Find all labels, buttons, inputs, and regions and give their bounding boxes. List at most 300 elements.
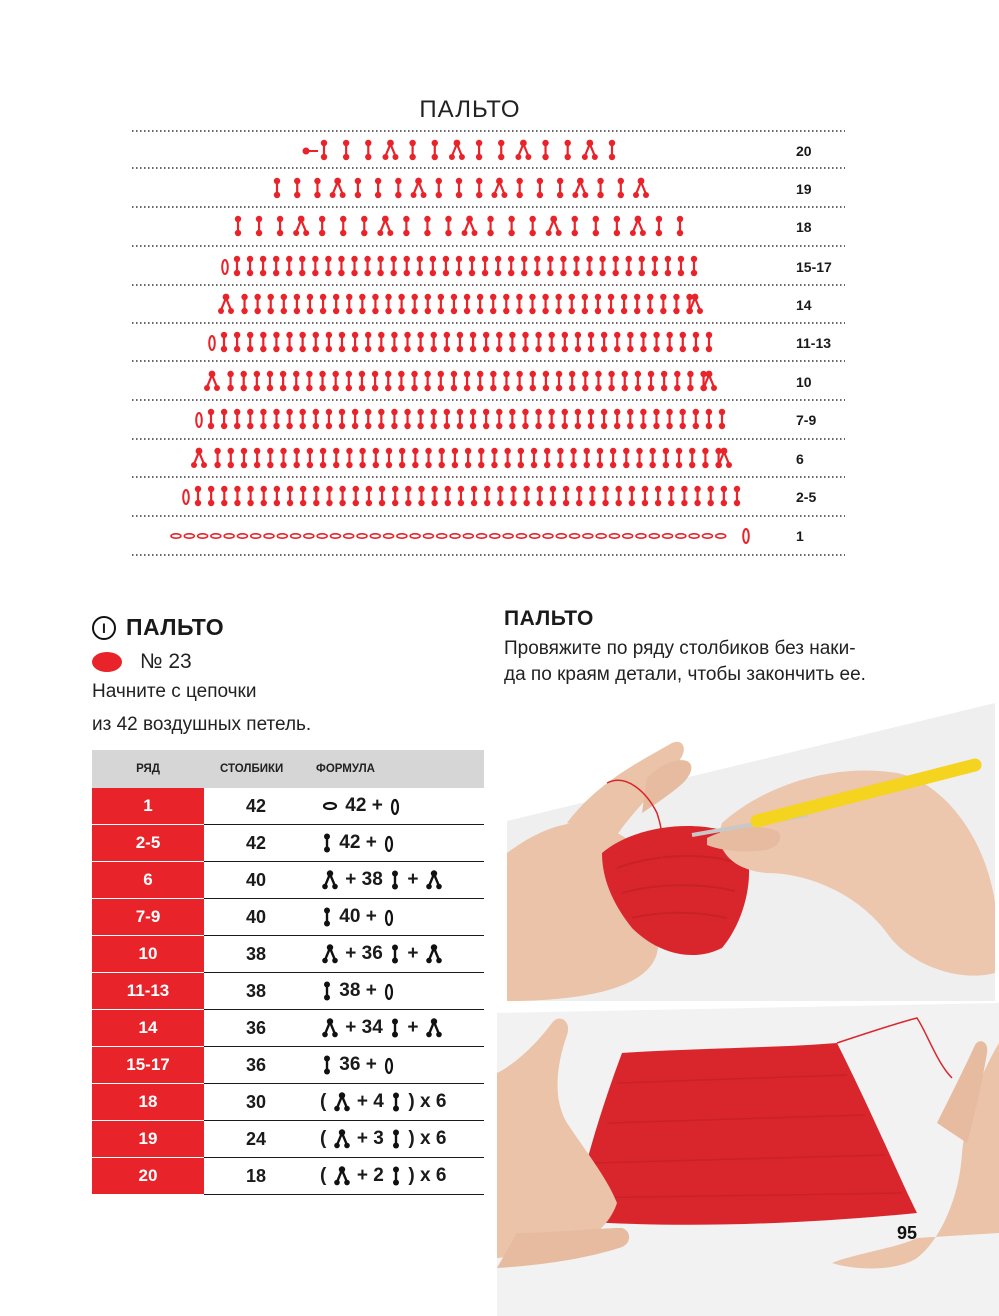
sc-head [529, 216, 535, 222]
diagram-row [204, 371, 717, 392]
sc-head [417, 409, 423, 415]
sc-head [510, 486, 516, 492]
yarn-color-swatch [92, 652, 122, 672]
dec-foot [411, 192, 417, 198]
sc-foot [256, 230, 262, 236]
sc-foot [557, 192, 563, 198]
sc-foot [689, 462, 695, 468]
sc-foot [286, 270, 292, 276]
dec-foot [214, 385, 220, 391]
sc-foot [319, 230, 325, 236]
sc-head [294, 294, 300, 300]
dec-symbol-icon [322, 1018, 338, 1038]
sc-foot [609, 154, 615, 160]
sc-foot [549, 346, 555, 352]
formula-text: + 4 [351, 1091, 390, 1112]
sc-head [621, 294, 627, 300]
sc-head [195, 486, 201, 492]
row-number-cell: 11-13 [92, 973, 204, 1010]
sc-head [352, 332, 358, 338]
sc-head [208, 486, 214, 492]
sc-head [451, 371, 457, 377]
sc-head [273, 256, 279, 262]
dec-foot [462, 230, 468, 236]
sc-foot [706, 423, 712, 429]
sc-foot [523, 500, 529, 506]
dec-foot [633, 192, 639, 198]
sc-foot [395, 192, 401, 198]
sc-foot [477, 385, 483, 391]
sc-head [543, 371, 549, 377]
sc-head [557, 448, 563, 454]
dec-symbol-icon [322, 944, 338, 964]
sc-foot [385, 308, 391, 314]
sc-head [458, 486, 464, 492]
sc-foot [627, 423, 633, 429]
sc-foot [693, 346, 699, 352]
sc-head [312, 256, 318, 262]
sc-foot [359, 385, 365, 391]
sc-head [404, 332, 410, 338]
sc-foot [417, 423, 423, 429]
sc-foot [626, 270, 632, 276]
chain-stitch [543, 534, 553, 538]
sc-head [584, 448, 590, 454]
sc-foot [676, 462, 682, 468]
sc-foot [299, 270, 305, 276]
sc-foot [691, 270, 697, 276]
photo-crocheting-edge [507, 703, 995, 1001]
crochet-diagram [0, 0, 999, 570]
sc-foot [608, 385, 614, 391]
sc-head [456, 256, 462, 262]
sc-foot [608, 308, 614, 314]
sc-head [326, 486, 332, 492]
chain-stitch [663, 534, 673, 538]
sc-foot [314, 192, 320, 198]
sc-foot [504, 462, 510, 468]
sc-head [254, 294, 260, 300]
sc-foot [673, 308, 679, 314]
sc-foot [361, 230, 367, 236]
sc-foot [417, 346, 423, 352]
sc-foot [319, 385, 325, 391]
dec-foot [459, 154, 465, 160]
diagram-row-label: 20 [796, 143, 812, 159]
sc-head [676, 448, 682, 454]
sc-head [378, 332, 384, 338]
sc-head [663, 448, 669, 454]
table-row [92, 825, 484, 862]
sc-foot [307, 462, 313, 468]
sc-head [482, 256, 488, 262]
sc-foot [708, 500, 714, 506]
sc-head [661, 371, 667, 377]
formula-text: ( [320, 1128, 332, 1149]
sc-foot [495, 270, 501, 276]
dec-foot [340, 192, 346, 198]
sc-foot [247, 270, 253, 276]
sc-foot [491, 462, 497, 468]
sc-head [569, 371, 575, 377]
sc-head [595, 294, 601, 300]
row-number-cell: 19 [92, 1121, 204, 1158]
sc-head [490, 371, 496, 377]
sc-foot [267, 462, 273, 468]
sc-head [627, 332, 633, 338]
sc-head [518, 448, 524, 454]
instruction-line-2: да по краям детали, чтобы закончить ее. [504, 664, 866, 685]
sc-head [307, 448, 313, 454]
sc-foot [431, 423, 437, 429]
diagram-row-label: 7-9 [796, 412, 817, 428]
sc-head [608, 294, 614, 300]
sc-foot [273, 423, 279, 429]
sc-head [531, 448, 537, 454]
sc-foot [478, 462, 484, 468]
dec-foot [572, 192, 578, 198]
sc-foot [228, 462, 234, 468]
sc-foot [562, 423, 568, 429]
formula-text: + 36 [340, 943, 389, 964]
chain-stitch [198, 534, 208, 538]
diagram-row [196, 409, 725, 429]
row-number-cell: 10 [92, 936, 204, 973]
sc-foot [457, 346, 463, 352]
sc-foot [476, 192, 482, 198]
sc-head [326, 332, 332, 338]
sc-foot [457, 423, 463, 429]
sc-foot [234, 423, 240, 429]
sc-foot [503, 308, 509, 314]
sc-symbol-icon [322, 1055, 332, 1075]
sc-foot [352, 423, 358, 429]
sc-head [573, 256, 579, 262]
dec-symbol-icon [334, 1129, 350, 1149]
sc-foot [471, 500, 477, 506]
sc-head [642, 486, 648, 492]
dec-foot [697, 308, 703, 314]
sc-foot [602, 500, 608, 506]
sc-head [247, 409, 253, 415]
sc-head [614, 332, 620, 338]
formula-cell [308, 1158, 484, 1195]
sc-head [602, 486, 608, 492]
sc-foot [351, 270, 357, 276]
sc-foot [679, 423, 685, 429]
chain-stitch [304, 534, 314, 538]
sc-foot [582, 385, 588, 391]
sc-head [508, 216, 514, 222]
sc-head [300, 409, 306, 415]
sc-head [652, 256, 658, 262]
sc-head [521, 256, 527, 262]
sc-head [438, 294, 444, 300]
pattern-table [92, 750, 484, 1195]
sc-foot [627, 346, 633, 352]
header-row: РЯД [92, 750, 204, 788]
sc-foot [503, 385, 509, 391]
sc-foot [377, 270, 383, 276]
dec-foot [491, 192, 497, 198]
chain-stitch [702, 534, 712, 538]
sc-foot [365, 346, 371, 352]
sc-head [432, 140, 438, 146]
dec-foot [218, 308, 224, 314]
dec-foot [630, 230, 636, 236]
sc-foot [509, 423, 515, 429]
sc-head [635, 371, 641, 377]
sc-head [365, 332, 371, 338]
sc-head [665, 256, 671, 262]
sc-foot [320, 308, 326, 314]
sc-foot [655, 500, 661, 506]
chain-stitch [357, 534, 367, 538]
chain-stitch [609, 534, 619, 538]
chain-stitch [516, 534, 526, 538]
sc-foot [496, 423, 502, 429]
sc-symbol-icon [322, 907, 332, 927]
sc-head [247, 332, 253, 338]
sc-head [548, 409, 554, 415]
sc-foot [385, 385, 391, 391]
sc-foot [417, 270, 423, 276]
sc-foot [294, 192, 300, 198]
sc-head [391, 409, 397, 415]
diagram-row [171, 529, 749, 543]
sc-head [417, 256, 423, 262]
sc-head [535, 409, 541, 415]
chain-stitch [384, 534, 394, 538]
sc-foot [498, 154, 504, 160]
sc-foot [476, 154, 482, 160]
sc-head [575, 332, 581, 338]
sc-head [325, 256, 331, 262]
sc-head [623, 448, 629, 454]
sc-foot [584, 462, 590, 468]
sc-foot [547, 270, 553, 276]
sc-foot [674, 385, 680, 391]
diagram-row-label: 11-13 [796, 335, 832, 351]
sc-head [418, 486, 424, 492]
row-number-cell: 6 [92, 862, 204, 899]
sc-foot [516, 385, 522, 391]
chain-stitch [623, 534, 633, 538]
sc-head [456, 178, 462, 184]
sc-head [234, 332, 240, 338]
sc-head [340, 216, 346, 222]
sc-foot [268, 308, 274, 314]
formula-text: + [402, 943, 424, 964]
sc-head [385, 294, 391, 300]
sc-foot [280, 385, 286, 391]
sc-foot [477, 308, 483, 314]
sc-foot [326, 346, 332, 352]
sc-foot [483, 346, 489, 352]
sc-foot [274, 500, 280, 506]
sc-foot [484, 500, 490, 506]
sc-head [557, 178, 563, 184]
sc-head [721, 486, 727, 492]
sc-foot [378, 346, 384, 352]
sc-foot [496, 346, 502, 352]
formula-cell [308, 973, 484, 1010]
sc-head [411, 371, 417, 377]
sc-head [476, 140, 482, 146]
chain-stitch [477, 534, 487, 538]
diagram-row [222, 256, 697, 276]
diagram-row-label: 10 [796, 374, 812, 390]
sc-head [313, 486, 319, 492]
sc-foot [346, 385, 352, 391]
sc-head [431, 486, 437, 492]
sc-foot [668, 500, 674, 506]
sc-head [614, 409, 620, 415]
sc-head [234, 409, 240, 415]
dec-foot [228, 308, 234, 314]
sc-head [451, 294, 457, 300]
sc-head [326, 409, 332, 415]
sc-foot [398, 308, 404, 314]
sc-head [673, 294, 679, 300]
formula-text: 40 + [334, 906, 383, 927]
sc-foot [550, 500, 556, 506]
sc-foot [597, 462, 603, 468]
diagram-row [183, 486, 740, 506]
sc-head [694, 486, 700, 492]
dec-foot [582, 192, 588, 198]
dec-symbol-icon [426, 870, 442, 890]
dec-foot [687, 308, 693, 314]
stitch-count-cell: 36 [204, 1010, 308, 1047]
sc-head [431, 409, 437, 415]
table-row [92, 1121, 484, 1158]
sc-foot [346, 462, 352, 468]
sc-foot [456, 192, 462, 198]
sc-head [522, 332, 528, 338]
chain-stitch [370, 534, 380, 538]
sc-foot [452, 462, 458, 468]
sc-head [452, 448, 458, 454]
chain-stitch [344, 534, 354, 538]
photo-finished-piece [497, 1003, 999, 1316]
sc-symbol-icon [390, 944, 400, 964]
sc-foot [359, 462, 365, 468]
sc-foot [522, 346, 528, 352]
sc-head [280, 371, 286, 377]
sc-foot [432, 154, 438, 160]
sc-head [386, 448, 392, 454]
sc-head [351, 256, 357, 262]
sc-head [547, 256, 553, 262]
sc-foot [530, 385, 536, 391]
sc-foot [365, 154, 371, 160]
dec-foot [643, 192, 649, 198]
sc-foot [529, 230, 535, 236]
sc-symbol-icon [390, 870, 400, 890]
sc-foot [509, 346, 515, 352]
sc-head [597, 448, 603, 454]
sc-foot [254, 308, 260, 314]
formula-text: 36 + [334, 1054, 383, 1075]
sc-head [601, 332, 607, 338]
sc-foot [443, 270, 449, 276]
sc-head [627, 409, 633, 415]
sc-foot [482, 270, 488, 276]
sc-head [300, 486, 306, 492]
row-number-cell: 1 [92, 788, 204, 825]
chain-symbol-icon [322, 800, 338, 812]
sc-head [576, 486, 582, 492]
sc-head [273, 332, 279, 338]
sc-foot [267, 385, 273, 391]
sc-foot [666, 346, 672, 352]
table-row [92, 899, 484, 936]
sc-head [359, 294, 365, 300]
sc-foot [601, 346, 607, 352]
chain-stitch [251, 534, 261, 538]
sc-head [436, 178, 442, 184]
sc-foot [639, 270, 645, 276]
sc-foot [516, 192, 522, 198]
sc-head [234, 256, 240, 262]
sc-foot [593, 230, 599, 236]
dec-foot [592, 154, 598, 160]
sc-head [509, 332, 515, 338]
sc-head [208, 409, 214, 415]
turn-chain-icon [384, 1055, 394, 1075]
table-row [92, 936, 484, 973]
section-header [92, 614, 224, 641]
sc-head [562, 409, 568, 415]
row-number-cell: 2-5 [92, 825, 204, 862]
sc-head [535, 332, 541, 338]
dec-symbol-icon [334, 1092, 350, 1112]
sc-head [476, 178, 482, 184]
sc-head [537, 486, 543, 492]
sc-head [706, 332, 712, 338]
sc-foot [451, 308, 457, 314]
sc-head [504, 448, 510, 454]
sc-foot [575, 423, 581, 429]
sc-head [542, 294, 548, 300]
sc-head [608, 371, 614, 377]
sc-head [471, 486, 477, 492]
chain-stitch [596, 534, 606, 538]
chain-stitch [490, 534, 500, 538]
sc-foot [680, 346, 686, 352]
chain-stitch [171, 534, 181, 538]
sc-foot [378, 423, 384, 429]
sc-head [530, 371, 536, 377]
stitch-count-cell: 40 [204, 899, 308, 936]
sc-head [438, 371, 444, 377]
sc-head [588, 332, 594, 338]
sc-foot [618, 192, 624, 198]
yarn-info [92, 650, 192, 674]
stitch-count-cell: 42 [204, 825, 308, 862]
sc-foot [355, 192, 361, 198]
sc-foot [424, 385, 430, 391]
sc-head [668, 486, 674, 492]
sc-head [687, 371, 693, 377]
sc-foot [320, 462, 326, 468]
sc-foot [235, 230, 241, 236]
sc-head [346, 294, 352, 300]
sc-head [359, 371, 365, 377]
sc-head [268, 294, 274, 300]
sc-head [299, 332, 305, 338]
